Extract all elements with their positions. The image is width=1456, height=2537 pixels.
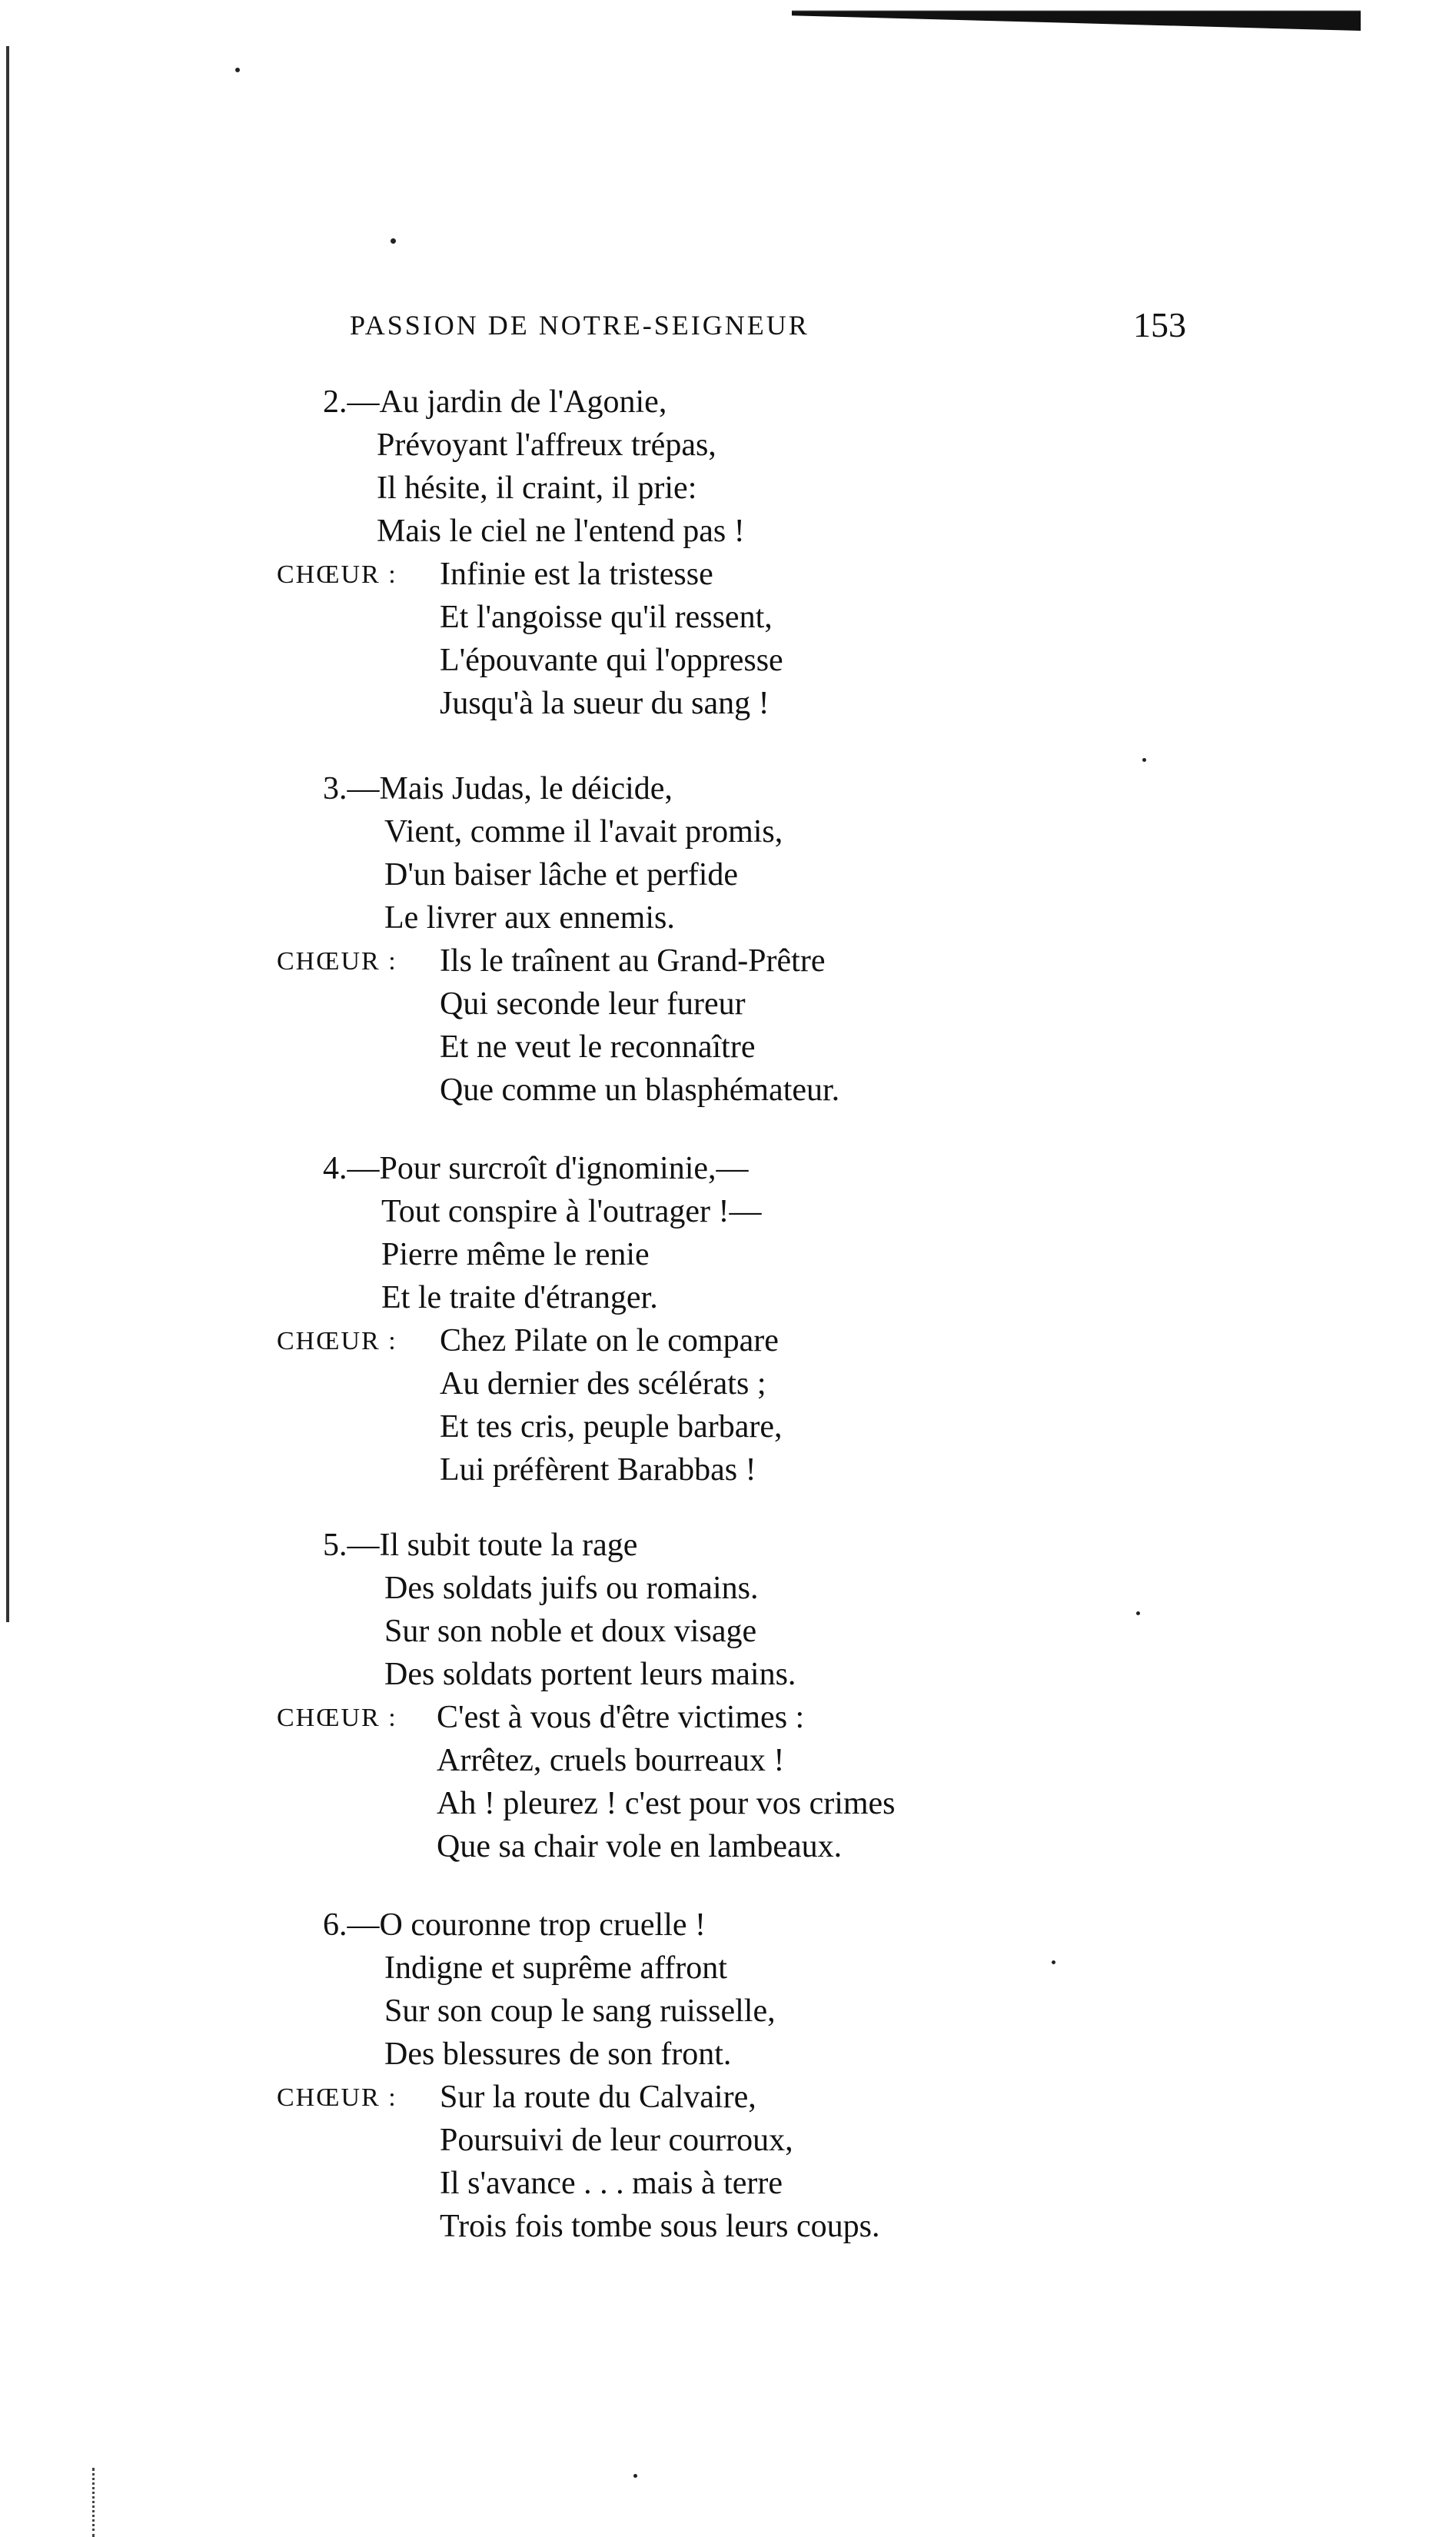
verse-line: Mais le ciel ne l'entend pas ! — [377, 514, 745, 549]
choeur-line: Et tes cris, peuple barbare, — [440, 1409, 783, 1445]
verse-line: Des blessures de son front. — [384, 2037, 732, 2072]
choeur-line: C'est à vous d'être victimes : — [437, 1700, 805, 1735]
choeur-line: Sur la route du Calvaire, — [440, 2080, 756, 2115]
scan-speck — [235, 68, 240, 72]
verse-line: Des soldats juifs ou romains. — [384, 1571, 759, 1606]
running-title: PASSION DE NOTRE-SEIGNEUR — [350, 310, 809, 341]
choeur-line: Que comme un blasphémateur. — [440, 1072, 840, 1108]
choeur-line: Arrêtez, cruels bourreaux ! — [437, 1743, 785, 1778]
choeur-line: Et l'angoisse qu'il ressent, — [440, 600, 773, 635]
choeur-line: Poursuivi de leur courroux, — [440, 2123, 793, 2158]
choeur-line: Infinie est la tristesse — [440, 557, 713, 592]
choeur-label: CHŒUR : — [277, 1704, 397, 1732]
scan-speck — [633, 2474, 637, 2478]
choeur-line: Ah ! pleurez ! c'est pour vos crimes — [437, 1786, 896, 1821]
choeur-line: Jusqu'à la sueur du sang ! — [440, 686, 770, 721]
scan-speck — [1052, 1960, 1055, 1964]
verse-line: Il hésite, il craint, il prie: — [377, 470, 697, 506]
verse-line: Indigne et suprême affront — [384, 1950, 727, 1986]
verse-line: Vient, comme il l'avait promis, — [384, 814, 783, 850]
choeur-line: Il s'avance . . . mais à terre — [440, 2166, 783, 2201]
choeur-label: CHŒUR : — [277, 2083, 397, 2112]
verse-line: Sur son coup le sang ruisselle, — [384, 1993, 776, 2029]
verse-line: 2.—Au jardin de l'Agonie, — [323, 384, 667, 420]
choeur-line: Au dernier des scélérats ; — [440, 1366, 766, 1402]
verse-line: 6.—O couronne trop cruelle ! — [323, 1907, 706, 1943]
page-number: 153 — [1133, 305, 1186, 344]
scan-speck — [1136, 1611, 1140, 1615]
choeur-label: CHŒUR : — [277, 947, 397, 976]
verse-line: 3.—Mais Judas, le déicide, — [323, 771, 673, 806]
scan-top-bar — [792, 3, 1361, 31]
choeur-line: Que sa chair vole en lambeaux. — [437, 1829, 843, 1864]
verse-line: Sur son noble et doux visage — [384, 1614, 757, 1649]
verse-line: Pierre même le renie — [381, 1237, 650, 1272]
choeur-line: Lui préfèrent Barabbas ! — [440, 1452, 756, 1488]
choeur-label: CHŒUR : — [277, 560, 397, 589]
verse-line: 4.—Pour surcroît d'ignominie,— — [323, 1151, 749, 1186]
scan-left-edge-bottom — [92, 2468, 97, 2537]
verse-line: Le livrer aux ennemis. — [384, 900, 675, 936]
verse-line: Et le traite d'étranger. — [381, 1280, 658, 1315]
choeur-line: L'épouvante qui l'oppresse — [440, 643, 783, 678]
choeur-line: Trois fois tombe sous leurs coups. — [440, 2209, 880, 2244]
verse-line: 5.—Il subit toute la rage — [323, 1528, 638, 1563]
scan-speck — [1142, 758, 1146, 762]
verse-line: Des soldats portent leurs mains. — [384, 1657, 796, 1692]
choeur-line: Chez Pilate on le compare — [440, 1323, 779, 1358]
choeur-line: Qui seconde leur fureur — [440, 986, 746, 1022]
choeur-line: Ils le traînent au Grand-Prêtre — [440, 943, 826, 979]
verse-line: D'un baiser lâche et perfide — [384, 857, 739, 893]
verse-line: Prévoyant l'affreux trépas, — [377, 427, 716, 463]
choeur-label: CHŒUR : — [277, 1327, 397, 1355]
scan-speck — [391, 238, 396, 244]
verse-line: Tout conspire à l'outrager !— — [381, 1194, 762, 1229]
choeur-line: Et ne veut le reconnaître — [440, 1029, 756, 1065]
scan-left-edge — [6, 46, 13, 1622]
